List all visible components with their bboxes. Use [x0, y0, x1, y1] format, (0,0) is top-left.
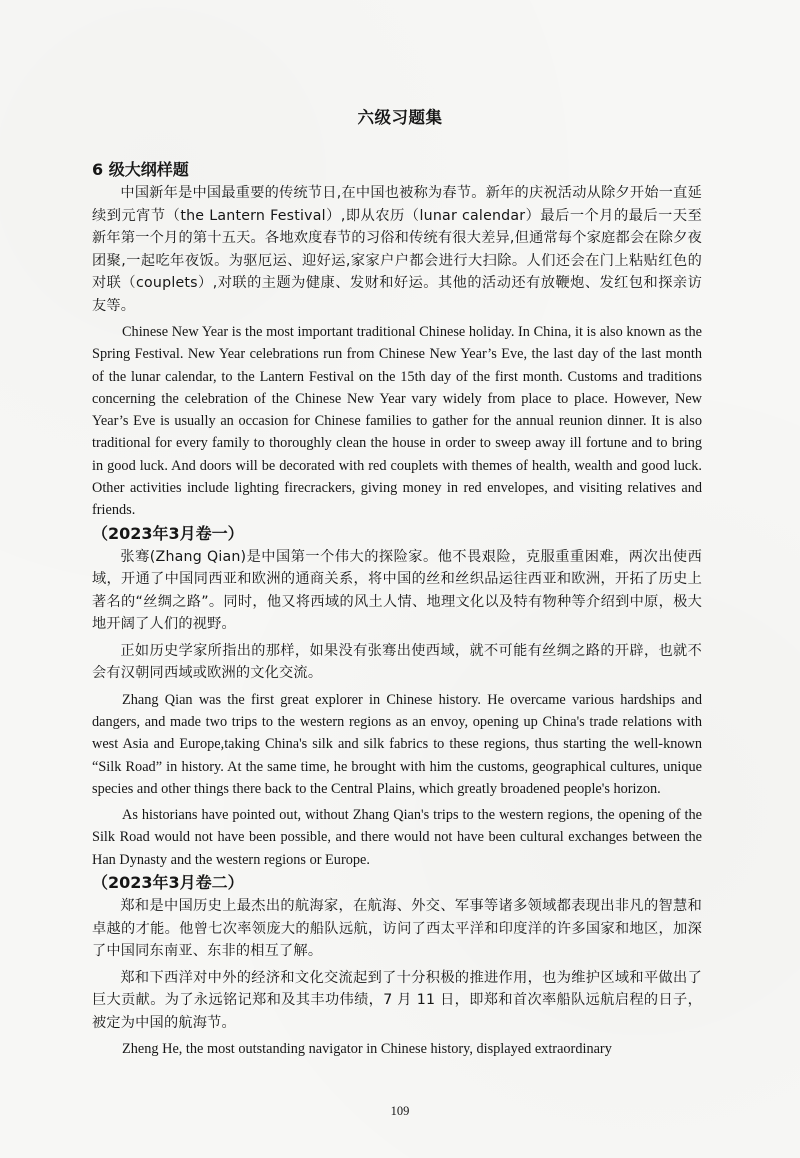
paragraph-en: Zhang Qian was the first great explorer in Chinese history. He overcame various hardships and dangers, and made two trips to the western regions as an envoy, opening up China's trade relations with west Asia and Europe,taking China's silk and silk fabrics to these regions, thus starting the well-known “Silk Road” in history. At the same time, he brought with him the customs, geographical cultures, unique species and other things there back to the Central Plains, which greatly broadened people's horizon.: [92, 691, 702, 797]
page-title: 六级习题集: [357, 108, 443, 127]
paragraph-zh: 中国新年是中国最重要的传统节日,在中国也被称为春节。新年的庆祝活动从除夕开始一直延续到元宵节（the Lantern Festival）,即从农历（lunar calendar）最后一个月的最后一天至新年第一个月的第十五天。各地欢度春节的习俗和传统有很大差异,但通常每个家庭都会在除夕夜团聚,一起吃年夜饭。为驱厄运、迎好运,家家户户都会进行大扫除。人们还会在门上粘贴红色的对联（couplets）,对联的主题为健康、发财和好运。其他的活动还有放鞭炮、发红包和探亲访友等。: [92, 185, 702, 314]
section-heading-exam-2: （2023年3月卷二）: [92, 873, 244, 893]
paragraph-en: Zheng He, the most outstanding navigator in Chinese history, displayed extraordinary: [122, 1041, 612, 1058]
paragraph-zh: 张骞(Zhang Qian)是中国第一个伟大的探险家。他不畏艰险，克服重重困难，两次出使西域，开通了中国同西亚和欧洲的通商关系，将中国的丝和丝织品运往西亚和欧洲，开拓了历史上著名的“丝绸之路”。同时，他又将西域的风土人情、地理文化以及特有物种等介绍到中原，极大地开阔了人们的视野。: [92, 548, 702, 633]
paragraph-en: As historians have pointed out, without Zhang Qian's trips to the western regions, the opening of the Silk Road would not have been possible, and there would not have been cultural exchanges between the Han Dynasty and the western regions or Europe.: [92, 807, 702, 868]
section-heading-exam-1: （2023年3月卷一）: [92, 523, 244, 543]
paragraph-zh: 郑和下西洋对中外的经济和文化交流起到了十分积极的推进作用，也为维护区域和平做出了巨大贡献。为了永远铭记郑和及其丰功伟绩，7 月 11 日，即郑和首次率船队远航启程的日子，被定为中国的航海节。: [92, 969, 702, 1031]
section-heading-sample: 6 级大纲样题: [92, 160, 189, 179]
paragraph-zh: 郑和是中国历史上最杰出的航海家，在航海、外交、军事等诸多领域都表现出非凡的智慧和卓越的才能。他曾七次率领庞大的船队远航，访问了西太平洋和印度洋的许多国家和地区，加深了中国同东南亚、东非的相互了解。: [92, 898, 702, 960]
page-content: [92, 158, 702, 1060]
page-number: 109: [390, 1104, 410, 1118]
paragraph-zh: 正如历史学家所指出的那样，如果没有张骞出使西域，就不可能有丝绸之路的开辟，也就不会有汉朝同西域或欧洲的文化交流。: [92, 642, 702, 682]
paragraph-en: Chinese New Year is the most important traditional Chinese holiday. In China, it is also known as the Spring Festival. New Year celebrations run from Chinese New Year’s Eve, the last day of the last month of the lunar calendar, to the Lantern Festival on the 15th day of the first month. Customs and traditions concerning the celebration of the Chinese New Year vary widely from place to place. However, New Year’s Eve is usually an occasion for Chinese families to gather for the annual reunion dinner. It is also traditional for every family to thoroughly clean the house in order to sweep away ill fortune and to bring in good luck. And doors will be decorated with red couplets with themes of health, wealth and good luck. Other activities include lighting firecrackers, giving money in red envelopes, and visiting relatives and friends.: [92, 324, 702, 519]
